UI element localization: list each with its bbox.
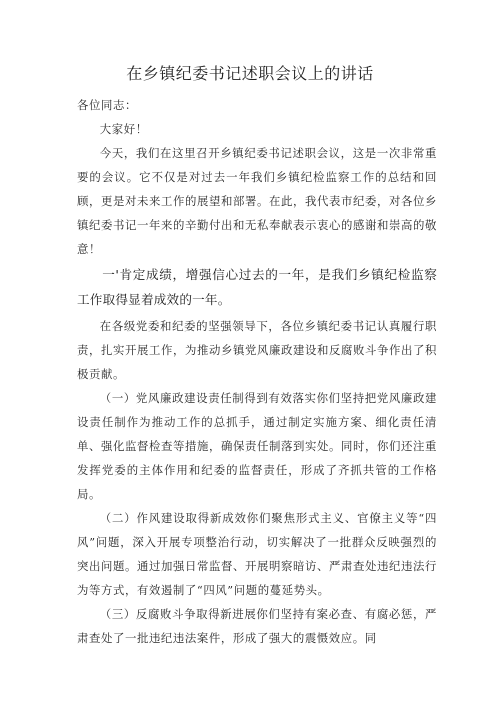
paragraph-intro: 今天，我们在这里召开乡镇纪委书记述职会议，这是一次非常重要的会议。它不仅是对过去一年我们乡镇纪检监察工作的总结和回顾，更是对未来工作的展望和部署。在此，我代表市纪委，对各位乡镇纪委书记一年来的辛勤付出和无私奉献表示衷心的感谢和崇高的敬意！ <box>77 146 437 256</box>
document-body <box>77 93 437 650</box>
paragraph-leadership: 在各级党委和纪委的坚强领导下，各位乡镇纪委书记认真履行职责，扎实开展工作，为推动乡镇党风廉政建设和反腐败斗争作出了积极贡献。 <box>77 319 437 381</box>
salutation: 各位同志： <box>77 98 137 112</box>
paragraph-responsibility: （一）党风廉政建设责任制得到有效落实你们坚持把党风廉政建设责任制作为推动工作的总抓手，通过制定实施方案、细化责任清单、强化监督检查等措施，确保责任制落到实处。同时，你们还注重发挥党委的主体作用和纪委的监督责任，形成了齐抓共管的工作格局。 <box>77 391 437 501</box>
paragraph-style-building: （二）作风建设取得新成效你们聚焦形式主义、官僚主义等“四风”问题，深入开展专项整治行动，切实解决了一批群众反映强烈的突出问题。通过加强日常监督、开展明察暗访、严肃查处违纪违法行为等方式，有效遏制了“四风”问题的蔓延势头。 <box>77 511 437 597</box>
paragraph-greeting: 大家好！ <box>99 122 148 136</box>
section-heading: 一'肯定成绩，增强信心过去的一年，是我们乡镇纪检监察工作取得显着成效的一年。 <box>77 267 437 307</box>
document-title: 在乡镇纪委书记述职会议上的讲话 <box>126 64 374 83</box>
paragraph-anti-corruption: （三）反腐败斗争取得新进展你们坚持有案必查、有腐必惩，严肃查处了一批违纪违法案件，形成了强大的震慑效应。同 <box>77 607 437 645</box>
